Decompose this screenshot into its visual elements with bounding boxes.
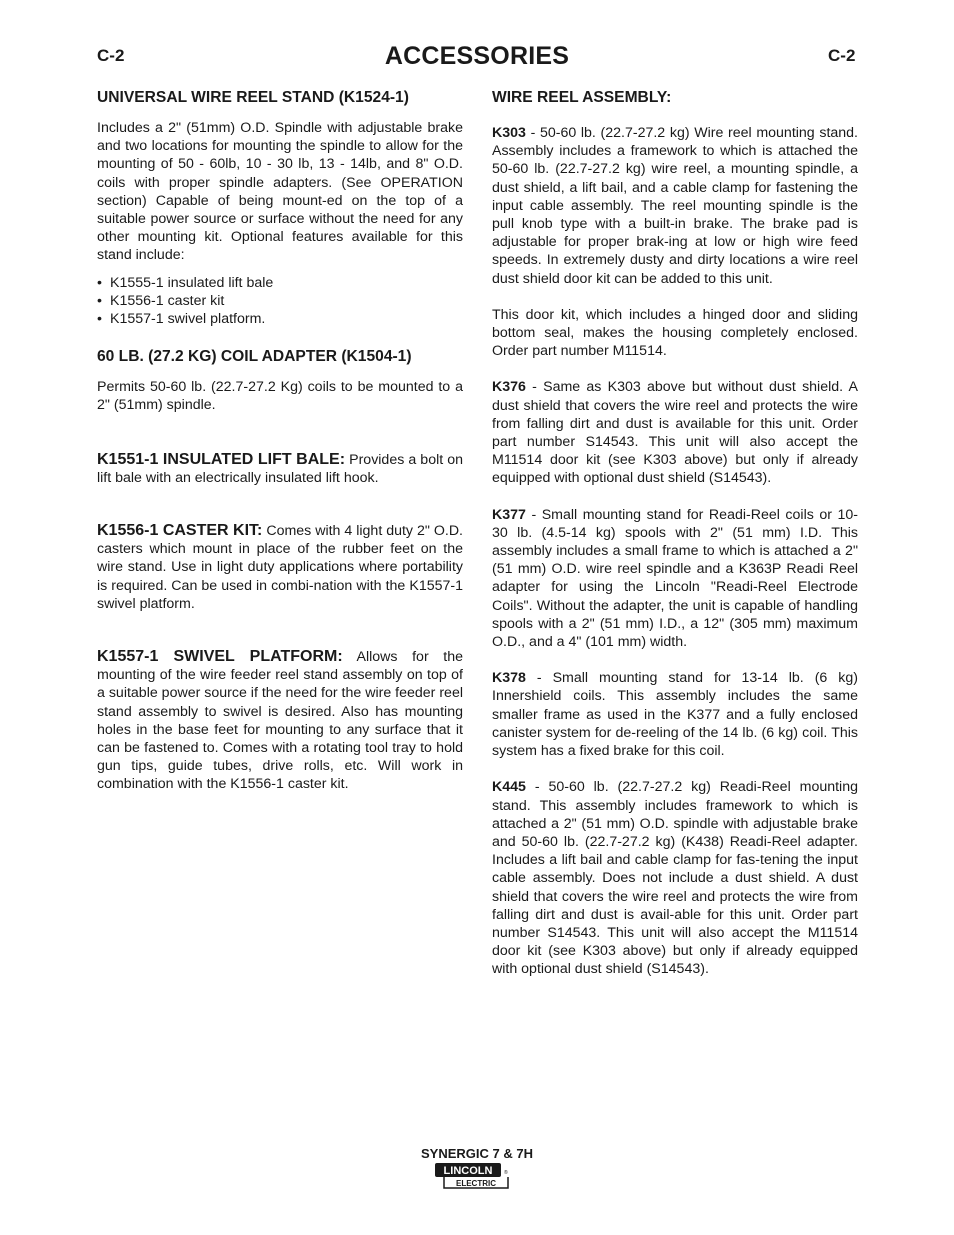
left-column (97, 88, 463, 794)
swivel-platform-body: Allows for the mounting of the wire feeder reel stand assembly on top of a suitable power source if the need for the wire feeder reel stand assembly to swivel is desired. Also has mounting holes in the base feet for mounting to any surface that it can be fastened to. Comes with a rotating tool tray to hold gun tips, guide tubes, drive rolls, etc. Will work in combination with the K1556-1 caster kit. (97, 649, 463, 793)
swivel-platform-lead: K1557-1 SWIVEL PLATFORM: (97, 648, 343, 666)
k377-code: K377 (492, 506, 526, 523)
k445-paragraph (492, 778, 858, 978)
right-column (492, 88, 858, 979)
k376-code: K376 (492, 379, 526, 396)
list-item: • K1555-1 insulated lift bale (97, 274, 463, 292)
caster-kit-body: Comes with 4 light duty 2" O.D. casters which mount in place of the rubber feet on the wire stand. Use in light duty applications where portability is required. Can be used in combi-nation with the K1557-1 swivel platform. (97, 523, 464, 612)
logo-top-text: LINCOLN (443, 1165, 493, 1177)
k303-code: K303 (492, 125, 526, 141)
k445-code: K445 (492, 779, 526, 796)
page-code-right: C-2 (828, 46, 856, 65)
k377-body: - Small mounting stand for Readi-Reel coils or 10-30 lb. (4.5-14 kg) spools with 2" (51 mm) I.D. This assembly includes a small frame to which is attached a 2" (51 mm) O.D. wire reel spindle and a K363P Readi Reel adapter for using the Lincoln "Readi-Reel Electrode Coils". Without the adapter, the unit is capable of handling spools with a 2" (51 mm) I.D., a 12" (305 mm) maximum O.D., and a 4" (101 mm) width. (492, 506, 858, 651)
svg-text:®: ® (504, 1170, 508, 1176)
caster-kit-lead: K1556-1 CASTER KIT: (97, 522, 263, 540)
k376-paragraph (492, 378, 858, 487)
lincoln-electric-logo (434, 1162, 510, 1190)
footer-model-name: SYNERGIC 7 & 7H (421, 1146, 533, 1161)
k376-body: - Same as K303 above but without dust shield. A dust shield that covers the wire reel and protects the wire from falling dirt and dust is available for this unit. Order part number S14543. This unit will also accept the M11514 door kit (see K303 above) but only if already equipped with optional dust shield (S14543). (492, 379, 858, 487)
page-code-left: C-2 (97, 46, 125, 65)
logo-bottom-text: ELECTRIC (456, 1179, 496, 1188)
insulated-lift-bale-body: Provides a bolt on lift bale with an electrically insulated lift hook. (97, 451, 464, 486)
universal-wire-reel-stand-heading: UNIVERSAL WIRE REEL STAND (K1524-1) (97, 89, 409, 106)
coil-adapter-body: Permits 50-60 lb. (22.7-27.2 Kg) coils to be mounted to a 2" (51mm) spindle. (97, 379, 463, 414)
k378-body: - Small mounting stand for 13-14 lb. (6 kg) Innershield coils. This assembly includes the same smaller frame as used in the K377 and a fully enclosed canister system for de-reeling of the 14 lb. (6 kg) coil. This system has a fixed brake for this coil. (492, 670, 858, 760)
caster-kit-paragraph (97, 522, 463, 613)
insulated-lift-bale-paragraph (97, 451, 463, 487)
universal-wire-reel-stand-body: Includes a 2" (51mm) O.D. Spindle with adjustable brake and two locations for mounting the spindle to allow for the mounting of 50 - 60lb, 10 - 30 lb, 13 - 14lb, and 8" O.D. coils with proper spindle adapters. (See OPERATION section) Capable of being mount-ed on the top of a suitable power source or surface without the need for any other mounting kit. Optional features available for this stand include: (97, 120, 463, 264)
page-title: ACCESSORIES (384, 42, 570, 70)
insulated-lift-bale-lead: K1551-1 INSULATED LIFT BALE: (97, 450, 346, 468)
wire-reel-assembly-heading: WIRE REEL ASSEMBLY: (492, 89, 672, 106)
k303-body: - 50-60 lb. (22.7-27.2 kg) Wire reel mounting stand. Assembly includes a framework to which is attached the 50-60 lb. (22.7-27.2 kg) wire reel, a mounting spindle, a dust shield, a lift bail, and a cable clamp for fastening the input cable assembly. The reel mounting spindle is the pull knob type with a built-in brake. The brake pad is adjustable for proper brak-ing at low or high wire feed speeds. In extremely dusty and dirty locations a wire reel dust shield door kit can be added to this unit. (492, 125, 858, 287)
k377-paragraph (492, 506, 858, 652)
coil-adapter-heading: 60 LB. (27.2 KG) COIL ADAPTER (K1504-1) (97, 348, 412, 366)
k445-body: - 50-60 lb. (22.7-27.2 kg) Readi-Reel mounting stand. This assembly includes framework to which is attached a 2" (51 mm) O.D. spindle with adjustable brake and 50-60 lb. (22.7-27.2 kg) (K438) Readi-Reel adapter. Includes a lift bail and cable clamp for fas-tening the input cable assembly. Does not include a dust shield. A dust shield that covers the wire reel and protects the wire from falling dirt and dust is avail-able for this unit. Order part number S14543. This unit will also accept the M11514 door kit (see K303 above) but only if already equipped with optional dust shield (S14543). (492, 779, 858, 978)
list-item: • K1557-1 swivel platform. (97, 310, 463, 328)
door-kit-paragraph: This door kit, which includes a hinged door and sliding bottom seal, makes the housing completely enclosed. Order part number M11514. (492, 306, 858, 360)
k378-code: K378 (492, 670, 526, 687)
list-item: • K1556-1 caster kit (97, 292, 463, 310)
optional-features-list (97, 274, 463, 329)
k303-paragraph (492, 124, 858, 288)
k378-paragraph (492, 669, 858, 760)
swivel-platform-paragraph (97, 648, 463, 794)
